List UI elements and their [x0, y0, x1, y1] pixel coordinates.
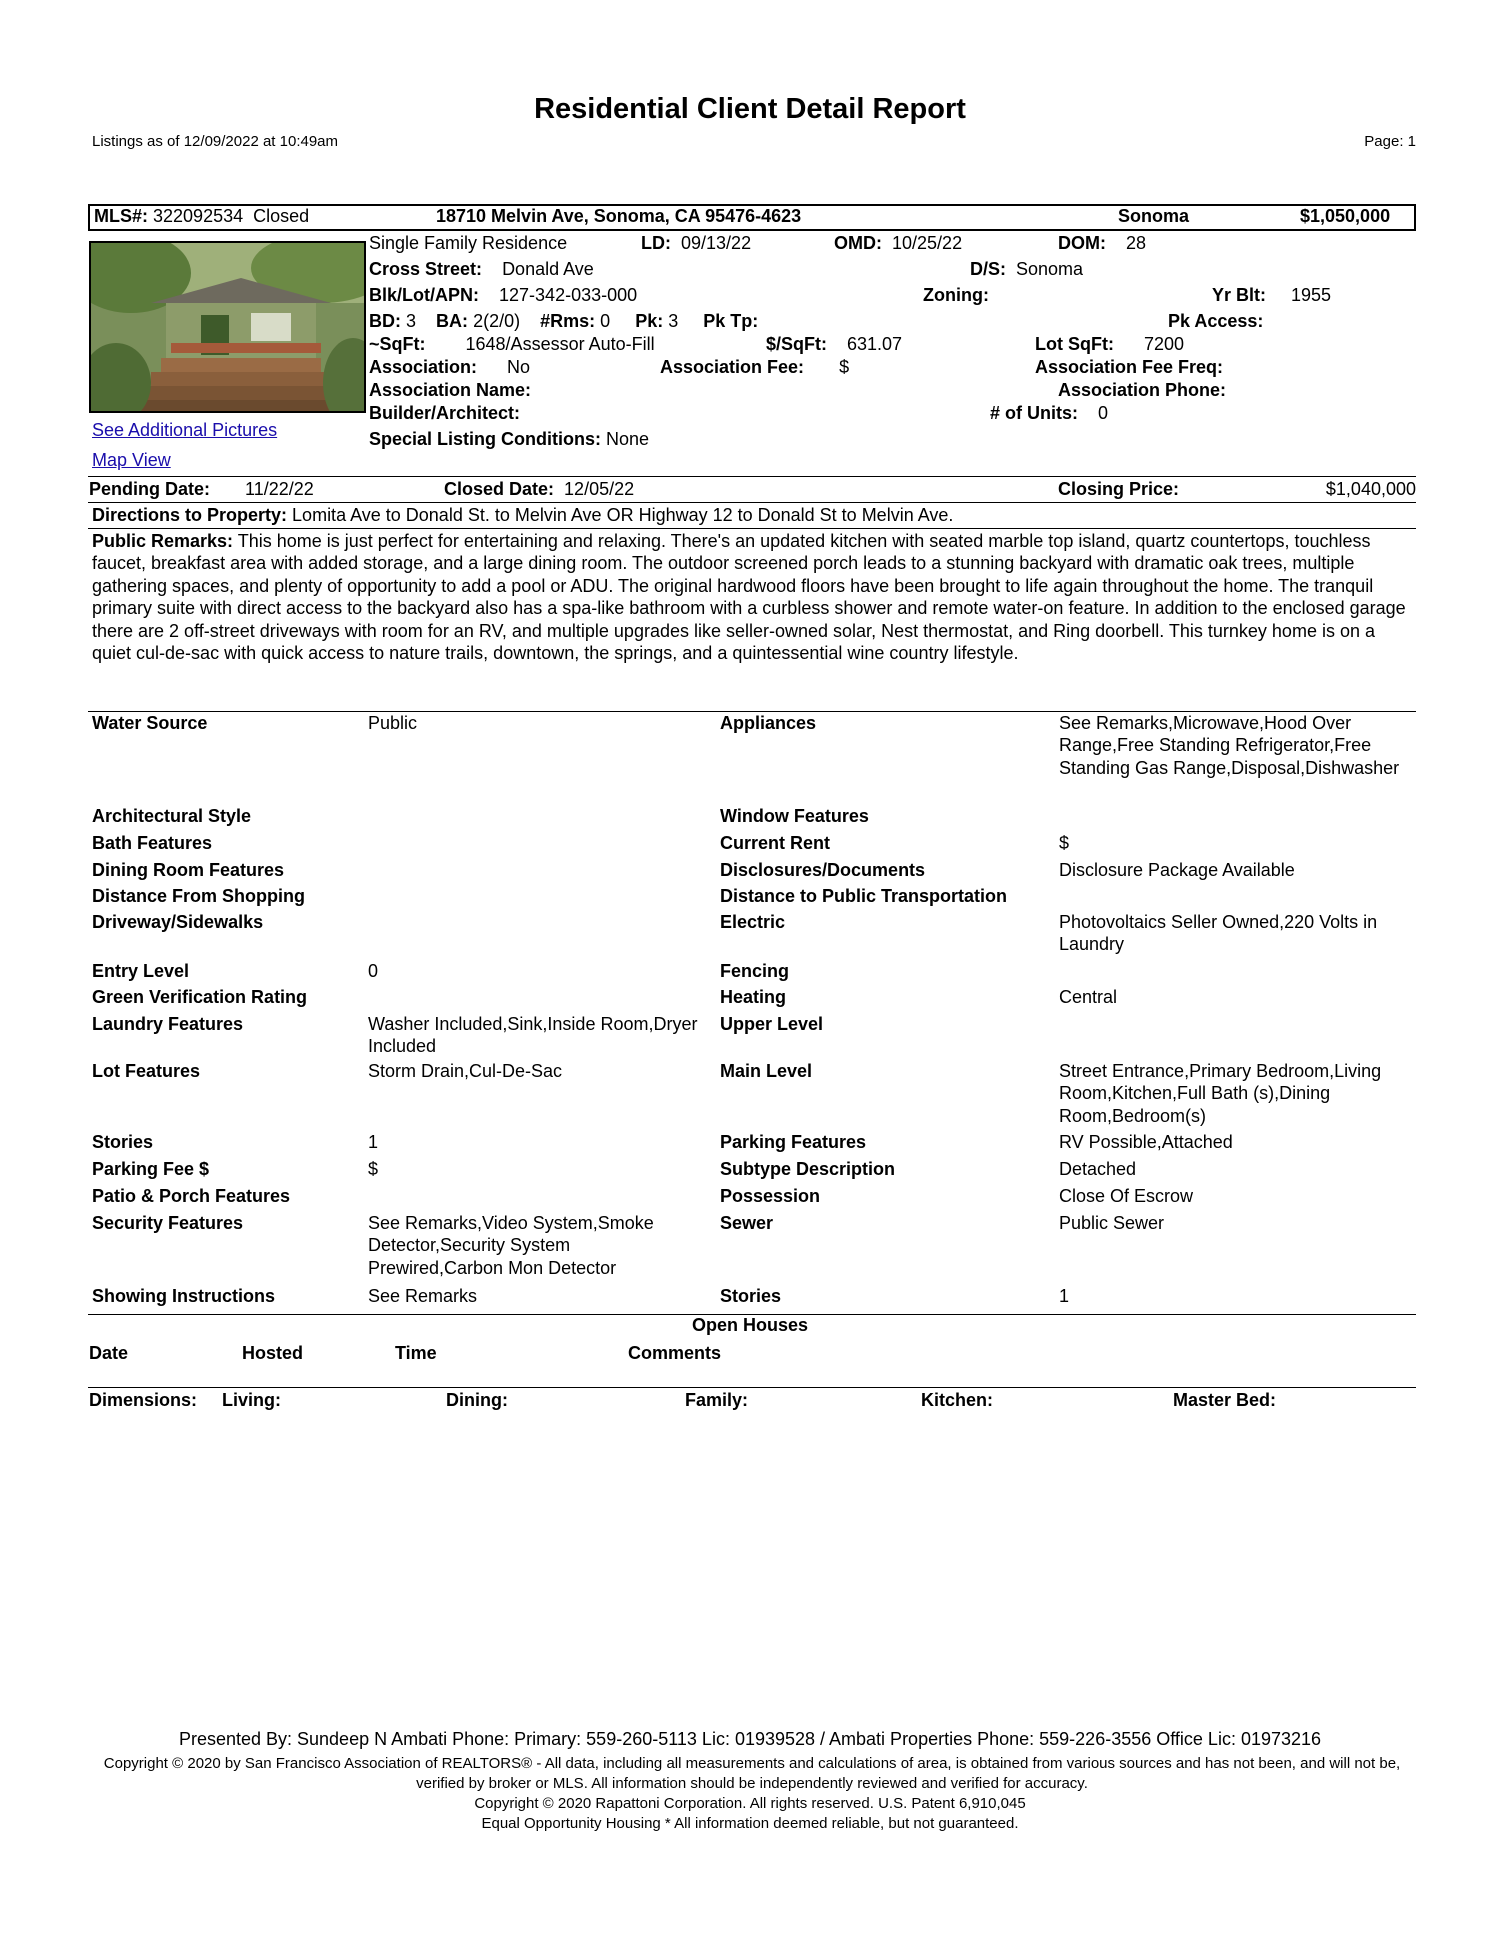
dimensions-master-bed: Master Bed: [1173, 1390, 1277, 1410]
feature-label: Green Verification Rating [92, 987, 308, 1007]
cross-street: Cross Street: Donald Ave [369, 259, 594, 279]
feature-label: Security Features [92, 1213, 244, 1233]
dimensions-living: Living: [222, 1390, 281, 1410]
feature-label: Disclosures/Documents [720, 860, 926, 880]
dimensions-label: Dimensions: [89, 1390, 198, 1410]
dimensions-divider [88, 1387, 1416, 1388]
feature-label: Main Level [720, 1061, 813, 1081]
feature-value: 0 [368, 961, 379, 981]
open-houses-col-date: Date [89, 1343, 129, 1363]
zoning-label: Zoning: [923, 285, 989, 305]
apn: Blk/Lot/APN: 127-342-033-000 [369, 285, 638, 305]
price-per-sqft: $/SqFt: 631.07 [766, 334, 903, 354]
feature-label: Laundry Features [92, 1014, 244, 1034]
feature-label: Possession [720, 1186, 821, 1206]
feature-value: Public Sewer [1059, 1213, 1165, 1233]
feature-label: Distance From Shopping [92, 886, 306, 906]
closing-price-label: Closing Price: [1058, 479, 1180, 499]
status: Closed [253, 206, 310, 226]
dimensions-family: Family: [685, 1390, 749, 1410]
feature-label: Sewer [720, 1213, 774, 1233]
copyright-disclaimer: Copyright © 2020 by San Francisco Association of REALTORS® - All data, including all measurements and calculations of area, is obtained from various sources and has not been, and will not be, verified by broker or MLS. All information should be independently reviewed and verified for accuracy. [103, 1755, 1401, 1792]
feature-label: Lot Features [92, 1061, 201, 1081]
closed-date: Closed Date: 12/05/22 [444, 479, 635, 499]
area: Sonoma [1118, 206, 1190, 226]
units: # of Units: 0 [990, 403, 1109, 423]
feature-value: Street Entrance,Primary Bedroom,Living Room,Kitchen,Full Bath (s),Dining Room,Bedroom(s) [1059, 1061, 1382, 1126]
see-additional-pictures-link[interactable]: See Additional Pictures [92, 420, 278, 440]
sqft: ~SqFt: 1648/Assessor Auto-Fill [369, 334, 655, 354]
directions: Directions to Property: Lomita Ave to Donald St. to Melvin Ave OR Highway 12 to Donald St to Melvin Ave. [92, 505, 954, 525]
page-number: Page: 1 [1364, 133, 1416, 150]
divider [88, 528, 1416, 529]
equal-opportunity: Equal Opportunity Housing * All information deemed reliable, but not guaranteed. [481, 1815, 1019, 1832]
feature-label: Dining Room Features [92, 860, 285, 880]
divider [88, 502, 1416, 503]
feature-label: Bath Features [92, 833, 213, 853]
list-price: $1,050,000 [1300, 206, 1391, 226]
open-houses-col-comments: Comments [628, 1343, 722, 1363]
property-type: Single Family Residence [369, 233, 568, 253]
feature-label: Appliances [720, 713, 817, 733]
feature-label: Parking Fee $ [92, 1159, 210, 1179]
feature-value: 1 [368, 1132, 379, 1152]
feature-value: $ [1059, 833, 1070, 853]
feature-value: See Remarks,Video System,Smoke Detector,Security System Prewired,Carbon Mon Detector [368, 1213, 654, 1278]
association-phone-label: Association Phone: [1058, 380, 1227, 400]
listing-date: LD: 09/13/22 [641, 233, 752, 253]
feature-value: Washer Included,Sink,Inside Room,Dryer Included [368, 1014, 698, 1057]
copyright-rapattoni: Copyright © 2020 Rapattoni Corporation. All rights reserved. U.S. Patent 6,910,045 [474, 1795, 1026, 1812]
dimensions-kitchen: Kitchen: [921, 1390, 993, 1410]
feature-value: $ [368, 1159, 379, 1179]
feature-label: Upper Level [720, 1014, 824, 1034]
closing-price: $1,040,000 [1325, 479, 1416, 499]
dimensions-dining: Dining: [446, 1390, 508, 1410]
feature-label: Current Rent [720, 833, 831, 853]
omd: OMD: 10/25/22 [834, 233, 963, 253]
presented-by: Presented By: Sundeep N Ambati Phone: Primary: 559-260-5113 Lic: 01939528 / Ambati Properties Phone: 559-226-3556 Office Lic: 01973216 [178, 1729, 1322, 1749]
builder-label: Builder/Architect: [369, 403, 521, 423]
feature-label: Parking Features [720, 1132, 867, 1152]
mls-label: MLS#: [94, 206, 148, 226]
feature-label: Electric [720, 912, 786, 932]
feature-label: Stories [92, 1132, 154, 1152]
feature-label: Entry Level [92, 961, 190, 981]
feature-value: Disclosure Package Available [1059, 860, 1295, 880]
feature-value: 1 [1059, 1286, 1070, 1306]
feature-value: Central [1059, 987, 1118, 1007]
feature-value: Close Of Escrow [1059, 1186, 1194, 1206]
feature-label: Water Source [92, 713, 208, 733]
listings-as-of: Listings as of 12/09/2022 at 10:49am [92, 133, 339, 150]
feature-label: Architectural Style [92, 806, 252, 826]
association: Association: No [369, 357, 531, 377]
feature-label: Fencing [720, 961, 790, 981]
pending-date: Pending Date: 11/22/22 [89, 479, 314, 499]
open-houses-col-hosted: Hosted [242, 1343, 304, 1363]
feature-value: Photovoltaics Seller Owned,220 Volts in Laundry [1059, 912, 1378, 955]
year-built: Yr Blt: 1955 [1212, 285, 1332, 305]
rooms-row: BD: 3 BA: 2(2/0) #Rms: 0 Pk: 3 Pk Tp: [369, 311, 759, 331]
feature-value: Public [368, 713, 418, 733]
dom: DOM: 28 [1058, 233, 1147, 253]
map-view-link[interactable]: Map View [92, 450, 171, 470]
pk-access-label: Pk Access: [1168, 311, 1264, 331]
association-name-label: Association Name: [369, 380, 532, 400]
report-title: Residential Client Detail Report [534, 93, 966, 125]
divider [88, 476, 1416, 477]
feature-label: Stories [720, 1286, 782, 1306]
public-remarks: Public Remarks: This home is just perfect for entertaining and relaxing. There's an updated kitchen with seated marble top island, quartz countertops, touchless faucet, breakfast area with added storage, and a large dining room. The outdoor screened porch leads to a stunning backyard with dramatic oak trees, multiple gathering spaces, and plenty of opportunity to add a pool or ADU. The original hardwood floors have been brought to life again throughout the home. The tranquil primary suite with direct access to the backyard also has a spa-like bathroom with a curbless shower and remote water-on feature. In addition to the enclosed garage there are 2 off-street driveways with room for an RV, and multiple upgrades like seller-owned solar, Nest thermostat, and Ring doorbell. This turnkey home is on a quiet cul-de-sac with quick access to nature trails, downtown, the springs, and a quintessential wine country lifestyle. [92, 531, 1406, 664]
feature-value: See Remarks [368, 1286, 478, 1306]
house-photo-icon [91, 243, 366, 413]
feature-label: Window Features [720, 806, 869, 826]
address: 18710 Melvin Ave, Sonoma, CA 95476-4623 [436, 206, 802, 226]
open-houses-col-time: Time [395, 1343, 437, 1363]
feature-value: Detached [1059, 1159, 1137, 1179]
mls-number: 322092534 [153, 206, 244, 226]
mls-row [94, 206, 309, 227]
feature-label: Subtype Description [720, 1159, 896, 1179]
property-photo[interactable] [89, 241, 366, 413]
feature-value: Storm Drain,Cul-De-Sac [368, 1061, 563, 1081]
ds: D/S: Sonoma [970, 259, 1084, 279]
feature-label: Heating [720, 987, 787, 1007]
feature-label: Showing Instructions [92, 1286, 275, 1306]
feature-label: Driveway/Sidewalks [92, 912, 264, 932]
association-fee: Association Fee: $ [660, 357, 850, 377]
lot-sqft: Lot SqFt: 7200 [1035, 334, 1185, 354]
special-listing-conditions: Special Listing Conditions: None [369, 429, 650, 449]
association-fee-freq-label: Association Fee Freq: [1035, 357, 1224, 377]
open-houses-title: Open Houses [691, 1315, 809, 1335]
feature-value: RV Possible,Attached [1059, 1132, 1233, 1152]
feature-label: Patio & Porch Features [92, 1186, 291, 1206]
feature-value: See Remarks,Microwave,Hood Over Range,Free Standing Refrigerator,Free Standing Gas Range,Disposal,Dishwasher [1059, 713, 1400, 778]
feature-label: Distance to Public Transportation [720, 886, 1008, 906]
